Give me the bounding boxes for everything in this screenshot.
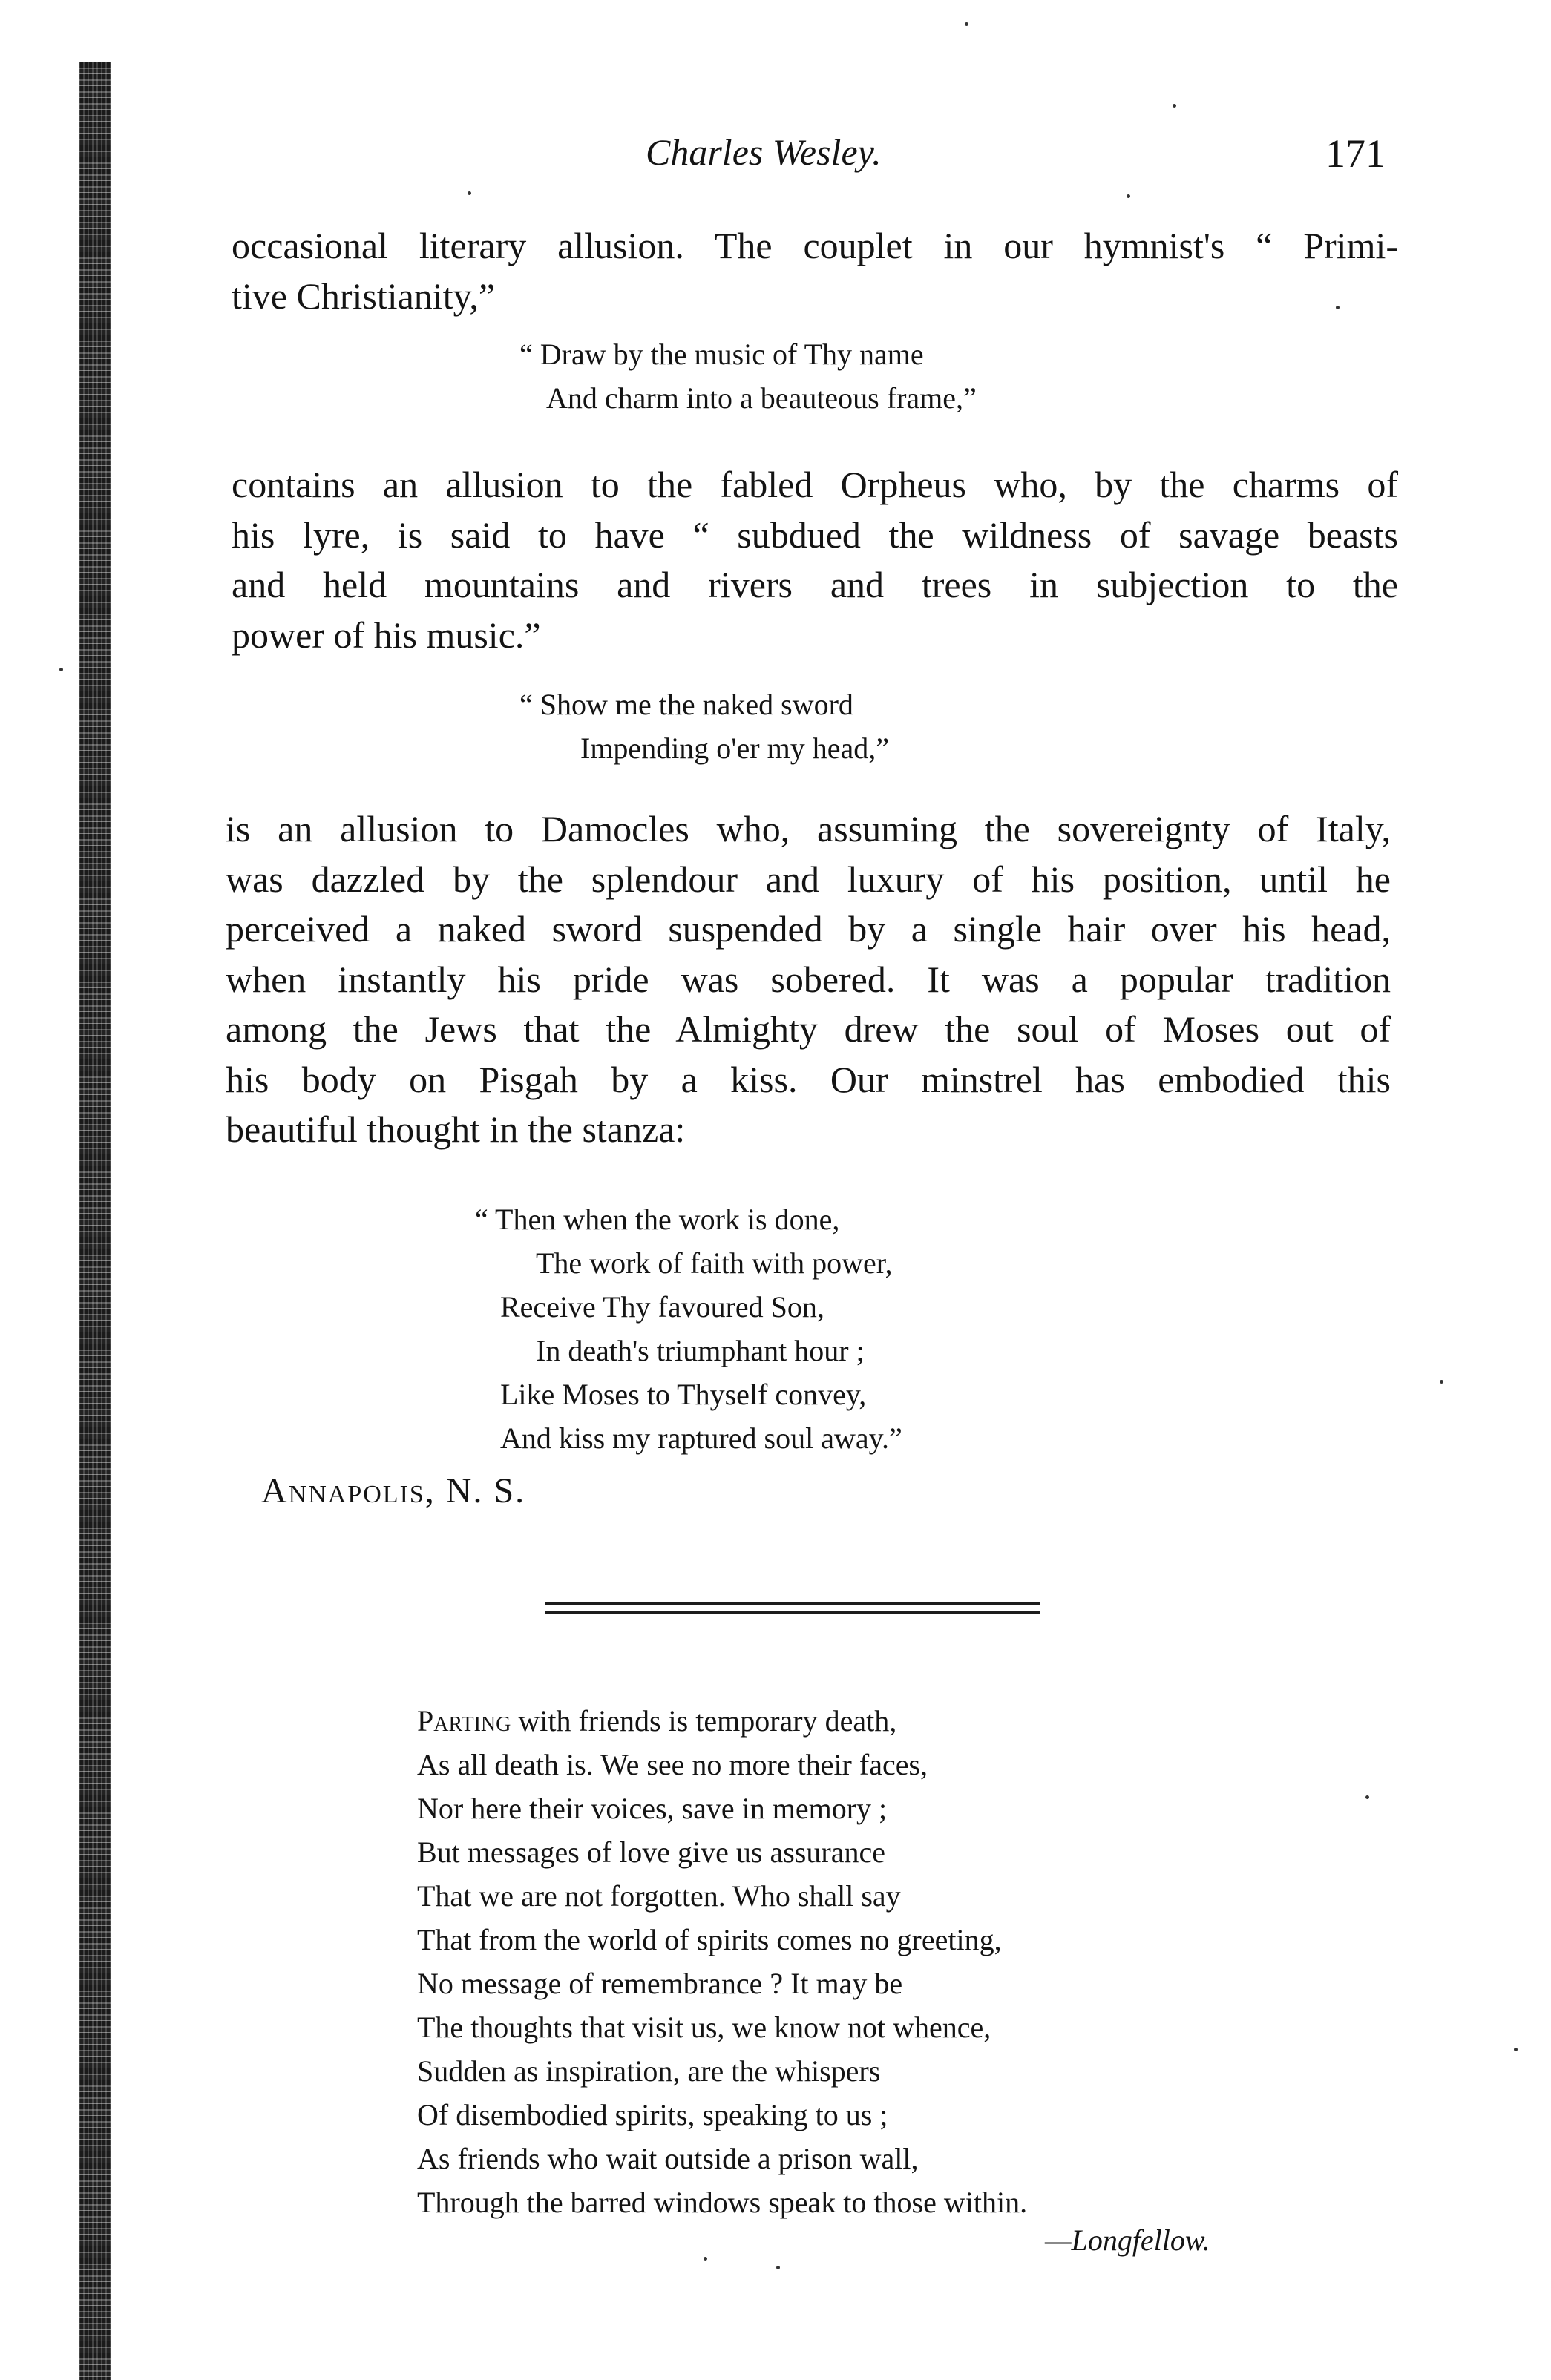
stanza — [475, 1197, 902, 1460]
text-line: was dazzled by the splendour and luxury of his position, until he — [226, 858, 1391, 900]
text-line: beautiful thought in the stanza: — [226, 1108, 686, 1150]
text-line: and held mountains and rivers and trees in subjection to the — [232, 564, 1398, 605]
verse-line: “ Draw by the music of Thy name — [519, 338, 924, 371]
text-line: is an allusion to Damocles who, assuming the sovereignty of Italy, — [226, 808, 1391, 849]
verse-line: And kiss my raptured soul away.” — [500, 1421, 902, 1455]
text-line: when instantly his pride was sobered. It was a popular tradition — [226, 958, 1391, 1000]
quote-damocles — [519, 683, 889, 770]
running-title: Charles Wesley. — [646, 131, 882, 173]
text-line: tive Christianity,” — [232, 275, 496, 317]
poem-line: As friends who wait outside a prison wall, — [417, 2142, 919, 2175]
poem-line: Nor here their voices, save in memory ; — [417, 1792, 888, 1825]
scan-speck — [1173, 104, 1176, 108]
scan-speck — [468, 191, 471, 195]
scan-speck — [704, 2257, 707, 2261]
place-signoff — [261, 1470, 525, 1511]
poem-line — [417, 1699, 1027, 1743]
double-rule-bottom — [545, 1611, 1040, 1614]
verse-line: In death's triumphant hour ; — [536, 1334, 865, 1367]
scan-speck — [1365, 1795, 1369, 1799]
verse-line: “ Show me the naked sword — [519, 688, 853, 721]
poem-line: As all death is. We see no more their faces, — [417, 1748, 928, 1781]
verse-line: The work of faith with power, — [536, 1246, 893, 1280]
poem-line: That we are not forgotten. Who shall say — [417, 1879, 901, 1913]
text-line: his lyre, is said to have “ subdued the wildness of savage beasts — [232, 513, 1398, 556]
verse-line: Receive Thy favoured Son, — [500, 1290, 824, 1324]
text-line: contains an allusion to the fabled Orpheus who, by the charms of — [232, 464, 1398, 505]
place-initial: A — [261, 1471, 289, 1510]
scan-speck — [776, 2266, 780, 2269]
poem-line: No message of remembrance ? It may be — [417, 1967, 903, 2000]
longfellow-poem — [417, 1699, 1027, 2224]
poem-first-word: arting — [433, 1704, 511, 1738]
text-line: occasional literary allusion. The couplet in our hymnist's “ Primi- — [232, 225, 1398, 266]
poem-attribution: —Longfellow. — [1045, 2223, 1210, 2257]
text-line: his body on Pisgah by a kiss. Our minstrel has embodied this — [226, 1058, 1391, 1100]
place-suffix: , N. S. — [424, 1471, 526, 1510]
page-number: 171 — [1325, 131, 1386, 176]
poem-first-line-rest: with friends is temporary death, — [511, 1704, 897, 1738]
verse-line: “ Then when the work is done, — [475, 1203, 840, 1236]
scan-speck — [1127, 194, 1130, 198]
poem-line: But messages of love give us assurance — [417, 1835, 885, 1869]
text-line: perceived a naked sword suspended by a single hair over his head, — [226, 908, 1391, 950]
scan-speck — [1336, 306, 1340, 309]
paragraph-3 — [226, 804, 1391, 1155]
scan-speck — [59, 668, 63, 671]
poem-line: The thoughts that visit us, we know not whence, — [417, 2011, 991, 2044]
poem-line: Through the barred windows speak to those within. — [417, 2186, 1028, 2219]
paragraph-1 — [232, 221, 1398, 321]
scan-speck — [1514, 2048, 1518, 2051]
text-line: power of his music.” — [232, 614, 541, 656]
scan-speck — [965, 22, 968, 26]
scan-speck — [1440, 1380, 1443, 1384]
paragraph-2 — [232, 460, 1398, 660]
text-line: among the Jews that the Almighty drew the soul of Moses out of — [226, 1008, 1391, 1050]
place-name: nnapolis — [288, 1471, 425, 1510]
poem-initial: P — [417, 1704, 434, 1738]
double-rule-top — [545, 1602, 1040, 1605]
verse-line: Like Moses to Thyself convey, — [500, 1378, 867, 1411]
book-spine-shadow — [79, 62, 111, 2380]
verse-line: Impending o'er my head,” — [580, 732, 889, 765]
poem-line: Sudden as inspiration, are the whispers — [417, 2054, 881, 2088]
poem-line: Of disembodied spirits, speaking to us ; — [417, 2098, 888, 2131]
quote-orpheus — [519, 332, 977, 420]
verse-line: And charm into a beauteous frame,” — [546, 381, 977, 415]
poem-line: That from the world of spirits comes no greeting, — [417, 1923, 1002, 1956]
